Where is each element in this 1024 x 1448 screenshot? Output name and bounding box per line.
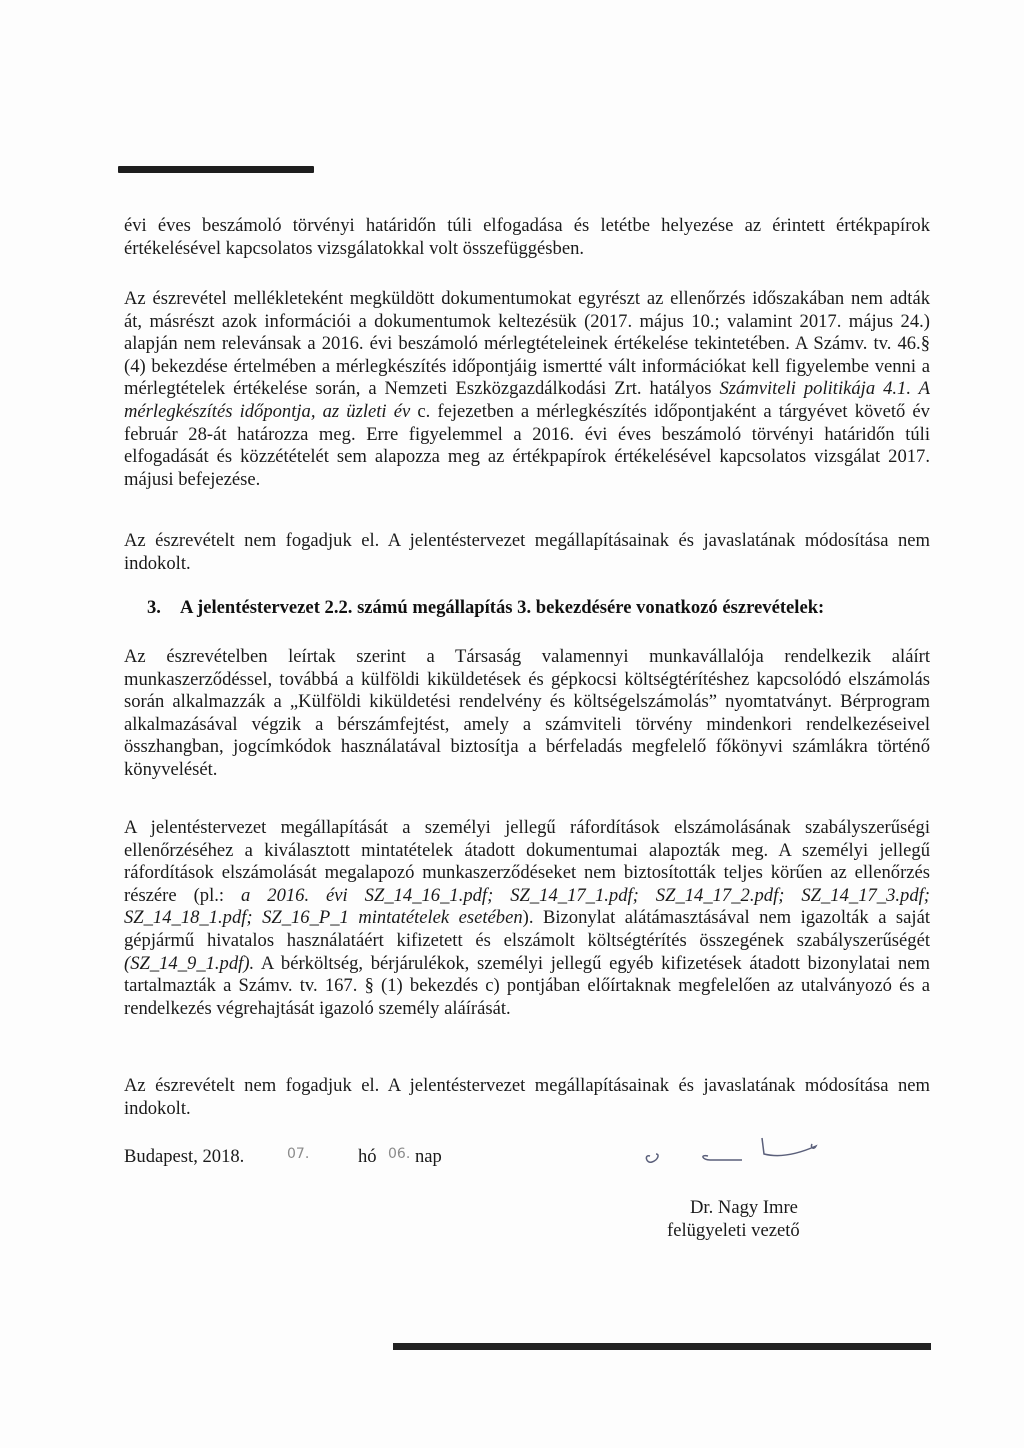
handwritten-day: 06. [388, 1146, 411, 1162]
section-number: 3. [147, 597, 161, 618]
paragraph-5-text-b: ). Bizonylat alátámasztásával nem igazolták a saját gépjármű hivatalos használatáért kifizetett és elszámolt költségtérítés összegének szabályszerűségét [124, 907, 930, 951]
section-heading [147, 597, 937, 620]
paragraph-1 [124, 215, 930, 260]
handwritten-month: 07. [287, 1146, 310, 1162]
paragraph-2-italic: Számviteli politikája 4.1. A mérlegkészítés időpontja, az üzleti év [124, 378, 930, 422]
paragraph-3 [124, 530, 930, 575]
bottom-footer-bar [393, 1343, 931, 1350]
paragraph-5-italic-1: a 2016. évi SZ_14_16_1.pdf; SZ_14_17_1.pdf; SZ_14_17_2.pdf; SZ_14_17_3.pdf; SZ_14_18_1.pdf; SZ_16_P_1 mintatételek esetében [124, 884, 930, 929]
date-ho: hó [358, 1146, 377, 1167]
paragraph-2-text-a: Az észrevétel mellékleteként megküldött dokumentumokat egyrészt az ellenőrzés időszakában nem adták át, másrészt azok információi a dokumentumok keltezésük (2017. május 10.; valamint 2017. május 24.) alapján nem relevánsak a 2016. évi beszámoló mérlegtételeinek értékelése tekintetében. A Számv. tv. 46.§ (4) bekezdése értelmében a mérlegkészítés időpontjáig ismertté vált információkat kell figyelembe venni a mérlegtételek értékelése során, a Nemzeti Eszközgazdálkodási Zrt. hatályos [124, 288, 930, 400]
paragraph-3-text: Az észrevételt nem fogadjuk el. A jelentéstervezet megállapításainak és javaslatának módosítása nem indokolt. [124, 530, 930, 574]
paragraph-5 [124, 817, 930, 1020]
paragraph-4 [124, 646, 930, 782]
paragraph-2-text-b: c. fejezetben a mérlegkészítés időpontjaként a tárgyévet követő év február 28-át határozza meg. Erre figyelemmel a 2016. évi éves beszámoló törvényi határidőn túli elfogadását és közzétételét sem alapozza meg az értékpapírok értékelésével kapcsolatos vizsgálat 2017. májusi befejezése. [124, 400, 930, 490]
paragraph-6-text: Az észrevételt nem fogadjuk el. A jelentéstervezet megállapításainak és javaslatának módosítása nem indokolt. [124, 1075, 930, 1119]
top-header-bar [118, 166, 314, 173]
paragraph-2 [124, 288, 930, 491]
signer-block [667, 1196, 800, 1242]
paragraph-1-text: évi éves beszámoló törvényi határidőn túli elfogadása és letétbe helyezése az érintett értékpapírok értékelésével kapcsolatos vizsgálatokkal volt összefüggésben. [124, 215, 930, 259]
paragraph-5-text-c: A bérköltség, bérjárulékok, személyi jellegű egyéb kifizetések átadott bizonylatai nem tartalmazták a Számv. tv. 167. § (1) bekezdés c) pontjában előírtaknak megfelelően az utalványozó és a rendelkezés végrehajtását igazoló személy aláírását. [124, 952, 930, 1019]
handwritten-signature [630, 1124, 850, 1174]
paragraph-5-text-a: A jelentéstervezet megállapítását a személyi jellegű ráfordítások elszámolásának szabályszerűségi ellenőrzéséhez a kiválasztott mintatételek átadott dokumentumai alapozták meg. A személyi jellegű ráfordítások elszámolását megalapozó munkaszerződéseket nem biztosították teljes körűen az ellenőrzés részére (pl.: [124, 817, 930, 906]
signer-name: Dr. Nagy Imre [690, 1197, 798, 1218]
date-place: Budapest, 2018. [124, 1146, 245, 1167]
paragraph-6 [124, 1075, 930, 1120]
signer-title: felügyeleti vezető [667, 1220, 800, 1241]
paragraph-5-italic-2: (SZ_14_9_1.pdf). [124, 952, 255, 974]
date-nap: nap [415, 1146, 442, 1167]
section-title: A jelentéstervezet 2.2. számú megállapítás 3. bekezdésére vonatkozó észrevételek: [180, 597, 825, 618]
paragraph-4-text: Az észrevételben leírtak szerint a Társaság valamennyi munkavállalója rendelkezik aláírt munkaszerződéssel, továbbá a külföldi kiküldetések és gépkocsi költségtérítéshez kapcsolódó elszámolás során alkalmazzák a „Külföldi kiküldetési rendelvény és költségelszámolás” nyomtatványt. Bérprogram alkalmazásával végzik a bérszámfejtést, amely a számviteli törvény mindenkori rendelkezéseivel összhangban, jogcímkódok használatával biztosítja a bérfeladás megfelelő főkönyvi számlákra történő könyvelését. [124, 646, 930, 780]
